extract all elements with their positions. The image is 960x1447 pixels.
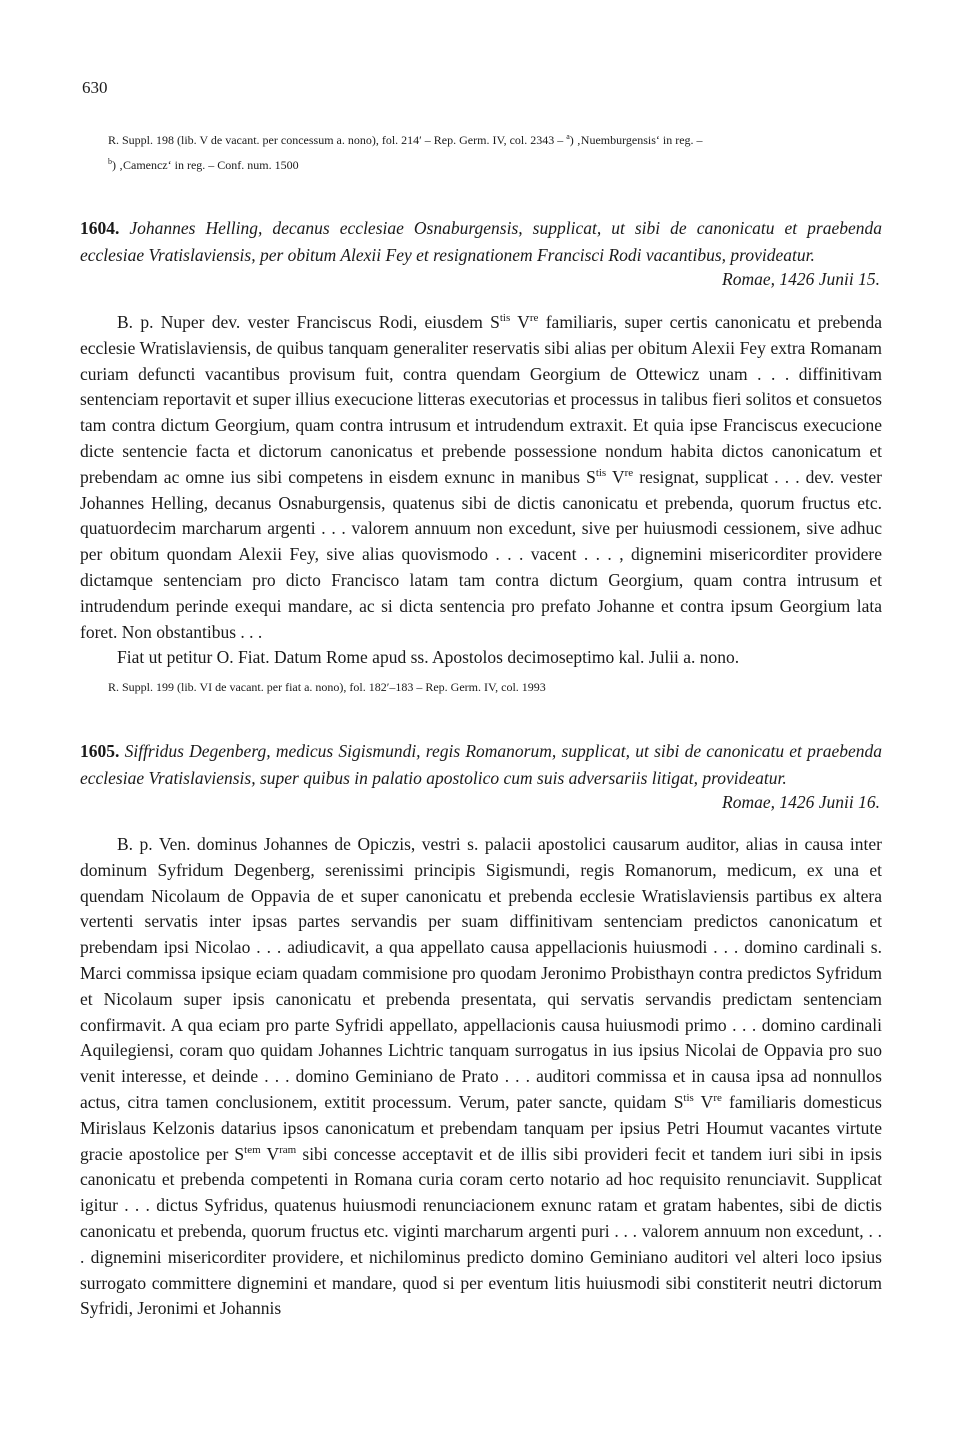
superscript: re: [529, 312, 539, 325]
text-run: V: [693, 1091, 714, 1112]
page-number: 630: [82, 78, 108, 97]
superscript: tem: [244, 1143, 261, 1156]
entry-number: 1604.: [80, 218, 120, 238]
text-run: familiaris domesticus Mirislaus Kelzonis datarius ipsos canonicatum et prebendam tanquam per ipsius Petri Houmut vacantes virtute gracie apostolice per S: [80, 1091, 882, 1164]
entry-summary: Johannes Helling, decanus ecclesiae Osnaburgensis, supplicat, ut sibi de canonicatu et praebenda ecclesiae Vratislaviensis, per obitum Alexii Fey et resignationem Francisci Rodi vacantibus, provideatur.: [80, 218, 882, 265]
note-text: R. Suppl. 198 (lib. V de vacant. per concessum a. nono), fol. 214′ – Rep. Germ. IV, col. 2343 –: [108, 133, 567, 147]
text-run: V: [260, 1143, 280, 1164]
note-text: ) ‚Camencz‘ in reg. – Conf. num. 1500: [112, 158, 299, 172]
entry-paragraph: [80, 832, 882, 1322]
entry-paragraph: Fiat ut petitur O. Fiat. Datum Rome apud ss. Apostolos decimoseptimo kal. Julii a. nono.: [117, 647, 740, 668]
text-run: familiaris, super certis canonicatu et prebenda ecclesie Wratislaviensis, de quibus tanquam generaliter reservatis sibi alias per obitum Alexii Fey extra Romanam curiam defuncti vacantibus provisum fuit, contra quendam Georgium de Ottewicz unam . . . diffinitivam sentenciam reportavit et super illius execucione litteras executorias et processus in talibus fieri solitos et consuetos tam contra dictum Georgium, quam contra intrusum et intrudendum extraxit. Et quia ipse Franciscus execucione dicte sentencie facta et dictorum canonicatus et prebende possessione nondum habita dictos canonicatum et prebendam ac omne ius sibi competens in eisdem exnunc in manibus S: [80, 312, 882, 487]
footnote-mark-b: b: [108, 157, 112, 166]
entry-1604-body: [80, 310, 882, 671]
text-run: B. p. Ven. dominus Johannes de Opiczis, vestri s. palacii apostolici causarum auditor, alias in causa inter dominum Syfridum Degenberg, serenissimi principis Sigismundi, regis Romanorum, medicum, ex una et quendam Nicolaum de Oppavia de et super canonicatu et prebenda ecclesie Wratislaviensis partibus ex altera vertenti servatis inter ipsas partes servandis per suam diffinitivam sentenciam predictos canonicatum et prebendam ipsi Nicolao . . . adiudicavit, a qua appellato causa appellacionis huiusmodi . . . domino cardinali s. Marci commissa ipsique eciam quadam commisione pro quodam Jeronimo Probisthayn contra predictos Syfridum et Nicolaum super ipsis canonicatu et prebenda presentata, qui servatis servandis predictam sentenciam confirmavit. A qua eciam pro parte Syfridi appellato, appellacionis causa huiusmodi primo . . . domino cardinali Aquilegiensi, coram quo quidam Johannes Lichtric tanquam surrogatus in ius ipsius Nicolai de Oppavia pro suo venit interesse, et deinde . . . domino Geminiano de Prato . . . auditori commissa et in causa ipsa ad nonnullos actus, citra tamen conclusionem, extitit processum. Verum, pater sancte, quidam S: [80, 834, 882, 1112]
source-note-top: [108, 126, 883, 176]
superscript: tis: [499, 312, 511, 325]
text-run: resignat, supplicat . . . dev. vester Johannes Helling, decanus Osnaburgensis, quatenus sibi de dictis canonicatu et prebenda, quorum fructus etc. quatuordecim marcharum argenti . . . valorem annuum non excedunt, sive per huiusmodi cessionem, sive adhuc per obitum quondam Alexii Fey, sive alias quovismodo . . . vacent . . . , dignemini misericorditer providere dictamque sentenciam pro dicto Francisco latam tam contra dictum Georgium, quam contra intrusum et intrudendum perinde exequi mandare, ac si dicta sentencia pro prefato Johanne et contra ipsum Georgium lata foret. Non obstantibus . . .: [80, 466, 882, 642]
text-run: V: [510, 312, 530, 332]
superscript: tis: [683, 1092, 694, 1105]
entry-paragraph: [80, 310, 882, 645]
entry-1605-body: [80, 832, 882, 1322]
text-run: V: [606, 466, 625, 487]
note-text: ) ‚Nuemburgensis‘ in reg. –: [569, 133, 703, 147]
footnote-mark-a: a: [566, 132, 570, 141]
text-run: B. p. Nuper dev. vester Franciscus Rodi, eiusdem S: [117, 312, 500, 332]
entry-1604-dateline: Romae, 1426 Junii 15.: [722, 269, 880, 289]
superscript: tis: [595, 466, 607, 479]
text-run: sibi concesse acceptavit et de illis sibi provideri fecit et tandem iuri sibi in ipsis canonicatu et prebenda competenti in Romana curia coram certo notario ad hoc requisito renunciavit. Supplicat igitur . . . dictus Syfridus, quatenus huiusmodi renunciacionem exnunc ratam et gratam habentes, sibi de dictis canonicatu et prebenda, quorum fructus etc. viginti marcharum argenti puri . . . valorem annuum non excedunt, . . . dignemini misericorditer providere, et nichilominus predicto domino Geminiano auditori vel alteri loco ipsius surrogato committere dignemini et mandare, quod si per eventum litis huiusmodi sibi constiterit neutri dictorum Syfridi, Jeronimi et Johannis: [80, 1143, 882, 1319]
entry-summary: Siffridus Degenberg, medicus Sigismundi, regis Romanorum, supplicat, ut sibi de canonicatu et praebenda ecclesiae Vratislaviensis, super quibus in palatio apostolico cum suis adversariis litigat, provideatur.: [80, 741, 882, 788]
entry-1604-heading: [80, 215, 882, 269]
entry-1605-heading: [80, 738, 882, 792]
entry-1605-dateline: Romae, 1426 Junii 16.: [722, 792, 880, 812]
superscript: re: [713, 1092, 722, 1105]
superscript: ram: [279, 1143, 297, 1156]
entry-number: 1605.: [80, 741, 120, 761]
entry-1604-source-note: R. Suppl. 199 (lib. VI de vacant. per fiat a. nono), fol. 182′–183 – Rep. Germ. IV, col. 1993: [108, 680, 546, 694]
superscript: re: [624, 466, 634, 479]
